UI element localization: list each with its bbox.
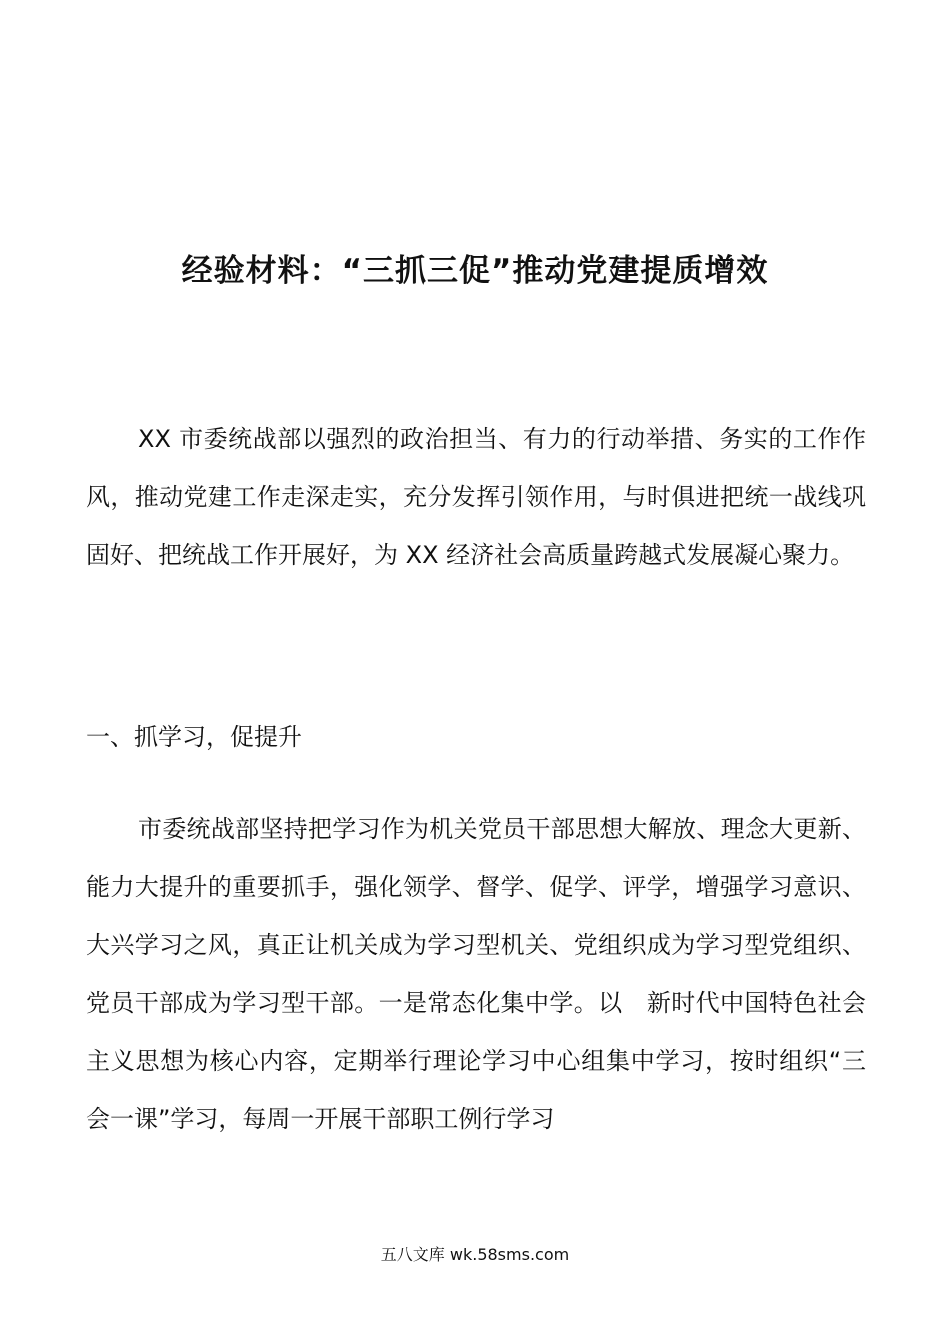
intro-paragraph: XX 市委统战部以强烈的政治担当、有力的行动举措、务实的工作作风，推动党建工作走深走实，充分发挥引领作用，与时俱进把统一战线巩固好、把统战工作开展好，为 XX 经济社会高质量跨越式发展凝心聚力。	[86, 425, 866, 569]
document-title: 经验材料：“三抓三促”推动党建提质增效	[181, 253, 769, 289]
section-heading-1: 一、抓学习，促提升	[86, 723, 302, 751]
footer-watermark: 五八文库 wk.58sms.com	[380, 1245, 570, 1264]
section-1-paragraph: 市委统战部坚持把学习作为机关党员干部思想大解放、理念大更新、能力大提升的重要抓手，强化领学、督学、促学、评学，增强学习意识、大兴学习之风，真正让机关成为学习型机关、党组织成为学习型党组织、党员干部成为学习型干部。一是常态化集中学。以 新时代中国特色社会主义思想为核心内容，定期举行理论学习中心组集中学习，按时组织“三会一课”学习，每周一开展干部职工例行学习	[86, 815, 866, 1133]
